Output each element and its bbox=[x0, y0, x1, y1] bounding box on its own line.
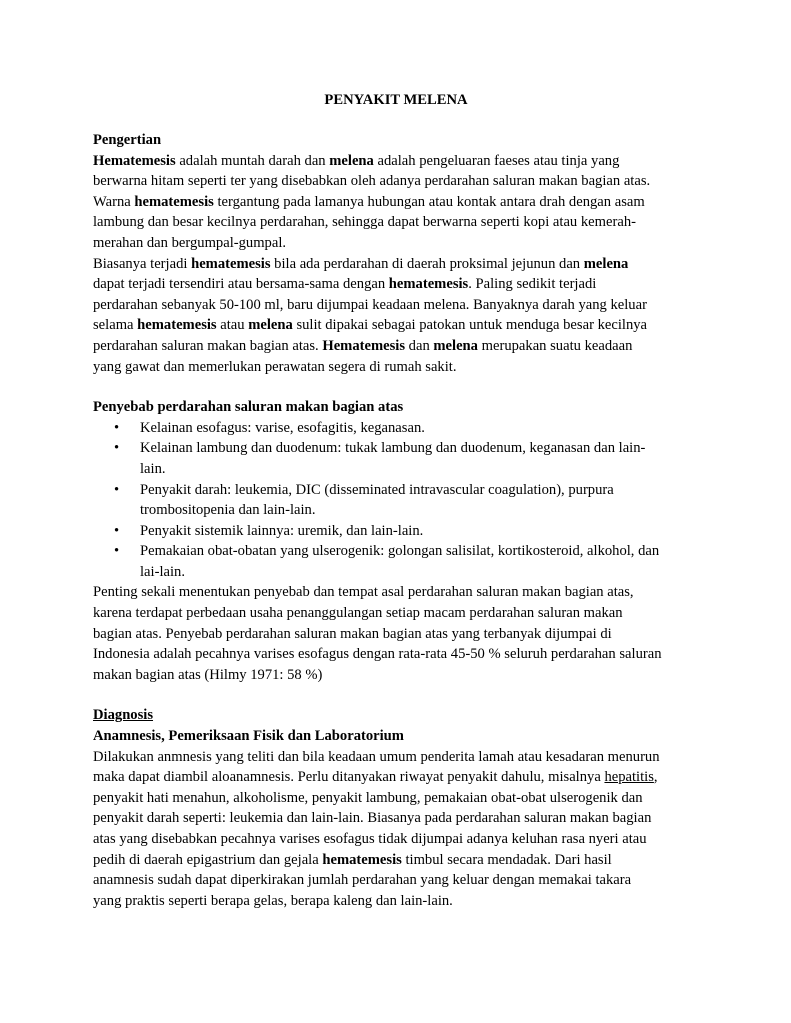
bold-term: hematemesis bbox=[191, 255, 271, 272]
text-span: Warna bbox=[93, 193, 135, 210]
text-line bbox=[93, 747, 699, 768]
text-span: timbul secara mendadak. Dari hasil bbox=[401, 851, 612, 868]
penyebab-list bbox=[93, 418, 699, 583]
text-span: tergantung pada lamanya hubungan atau kontak antara drah dengan asam bbox=[213, 193, 645, 210]
text-line bbox=[93, 850, 699, 871]
text-line bbox=[93, 336, 699, 357]
bold-term: melena bbox=[329, 152, 374, 169]
text-span: perdarahan sebanyak 50-100 ml, baru dijumpai keadaan melena. Banyaknya darah yang keluar bbox=[93, 296, 647, 313]
list-item bbox=[93, 541, 699, 582]
diagnosis-body bbox=[93, 747, 699, 912]
list-item bbox=[93, 438, 699, 479]
text-line bbox=[93, 582, 699, 603]
document-page bbox=[93, 90, 699, 911]
text-line bbox=[93, 274, 699, 295]
list-item-text: • Penyakit sistemik lainnya: uremik, dan lain-lain. bbox=[140, 522, 424, 539]
text-line bbox=[93, 788, 699, 809]
bold-term: melena bbox=[433, 337, 478, 354]
spacer bbox=[93, 377, 699, 397]
text-line bbox=[93, 233, 699, 254]
text-line bbox=[93, 891, 699, 912]
penyebab-paragraph bbox=[93, 582, 699, 685]
text-span: penyakit hati menahun, alkoholisme, penyakit lambung, pemakaian obat-obat ulserogenik dan bbox=[93, 789, 643, 806]
text-line bbox=[93, 357, 699, 378]
text-line bbox=[93, 315, 699, 336]
text-span: berwarna hitam seperti ter yang disebabkan oleh adanya perdarahan saluran makan bagian atas. bbox=[93, 173, 651, 190]
text-span: maka dapat diambil aloanamnesis. Perlu ditanyakan riwayat penyakit dahulu, misalnya bbox=[93, 769, 605, 786]
bold-term: hematemesis bbox=[134, 193, 214, 210]
list-item-text: lain. bbox=[140, 460, 166, 477]
text-line bbox=[93, 829, 699, 850]
text-line bbox=[93, 192, 699, 213]
bold-term: hematemesis bbox=[388, 276, 469, 293]
text-span: Indonesia adalah pecahnya varises esofagus dengan rata-rata 45-50 % seluruh perdarahan saluran bbox=[93, 646, 662, 663]
text-span: bagian atas. Penyebab perdarahan saluran makan bagian atas yang terbanyak dijumpai di bbox=[93, 625, 612, 642]
list-item bbox=[93, 418, 699, 439]
text-span: lambung dan besar kecilnya perdarahan, sehingga dapat berwarna seperti kopi atau kemerah- bbox=[93, 214, 636, 231]
text-span: penyakit darah seperti: leukemia dan lain-lain. Biasanya pada perdarahan saluran makan bagian bbox=[93, 810, 652, 827]
list-item-text: • Pemakaian obat-obatan yang ulserogenik: golongan salisilat, kortikosteroid, alkohol, dan bbox=[140, 543, 660, 560]
text-line bbox=[93, 603, 699, 624]
text-span: dan bbox=[405, 337, 434, 354]
section-subheading-anamnesis: Anamnesis, Pemeriksaan Fisik dan Laboratorium bbox=[93, 728, 404, 745]
text-span: anamnesis sudah dapat diperkirakan jumlah perdarahan yang keluar dengan memakai takara bbox=[93, 872, 632, 889]
text-span: Dilakukan anmnesis yang teliti dan bila keadaan umum penderita lamah atau kesadaran menurun bbox=[93, 748, 660, 765]
text-span: yang gawat dan memerlukan perawatan segera di rumah sakit. bbox=[93, 358, 457, 375]
list-item-text: • Penyakit darah: leukemia, DIC (disseminated intravascular coagulation), purpura bbox=[140, 481, 614, 498]
text-span: adalah pengeluaran faeses atau tinja yang bbox=[373, 152, 620, 169]
text-span: merupakan suatu keadaan bbox=[477, 337, 633, 354]
spacer bbox=[93, 110, 699, 130]
text-span: Biasanya terjadi bbox=[93, 255, 192, 272]
text-span: karena terdapat perbedaan usaha penanggulangan setiap macam perdarahan saluran makan bbox=[93, 605, 623, 622]
text-line bbox=[93, 254, 699, 275]
text-span: . Paling sedikit terjadi bbox=[468, 276, 597, 293]
text-span: perdarahan saluran makan bagian atas. bbox=[93, 337, 323, 354]
text-line bbox=[93, 295, 699, 316]
list-item bbox=[93, 480, 699, 521]
bold-term: hematemesis bbox=[137, 317, 217, 334]
text-line bbox=[93, 644, 699, 665]
text-line bbox=[93, 767, 699, 788]
text-span: atau bbox=[216, 317, 249, 334]
text-span: makan bagian atas (Hilmy 1971: 58 %) bbox=[93, 666, 323, 683]
text-line bbox=[93, 171, 699, 192]
underlined-term: hepatitis bbox=[604, 769, 654, 786]
section-heading-diagnosis: Diagnosis bbox=[93, 707, 154, 724]
text-span: adalah muntah darah dan bbox=[175, 152, 330, 169]
text-span: pedih di daerah epigastrium dan gejala bbox=[93, 851, 323, 868]
text-line bbox=[93, 624, 699, 645]
bold-term: hematemesis bbox=[322, 851, 402, 868]
list-item bbox=[93, 521, 699, 542]
text-span: dapat terjadi tersendiri atau bersama-sama dengan bbox=[93, 276, 389, 293]
text-span: , bbox=[653, 769, 658, 786]
text-span: selama bbox=[93, 317, 138, 334]
text-span: Penting sekali menentukan penyebab dan tempat asal perdarahan saluran makan bagian atas, bbox=[93, 584, 634, 601]
list-item-text: • Kelainan esofagus: varise, esofagitis, keganasan. bbox=[140, 419, 425, 436]
text-line bbox=[93, 808, 699, 829]
bold-term: melena bbox=[248, 317, 293, 334]
section-heading-penyebab: Penyebab perdarahan saluran makan bagian atas bbox=[93, 399, 404, 416]
text-line bbox=[93, 212, 699, 233]
text-span: sulit dipakai sebagai patokan untuk menduga besar kecilnya bbox=[292, 317, 648, 334]
text-span: merahan dan bergumpal-gumpal. bbox=[93, 234, 287, 251]
bold-term: melena bbox=[583, 255, 629, 272]
text-span: bila ada perdarahan di daerah proksimal jejunun dan bbox=[270, 255, 584, 272]
section-heading-pengertian: Pengertian bbox=[93, 132, 162, 148]
list-item-text: lai-lain. bbox=[140, 563, 185, 580]
text-line bbox=[93, 665, 699, 686]
text-span: atas yang disebabkan pecahnya varises esofagus tidak dijumpai adanya keluhan rasa nyeri atau bbox=[93, 831, 647, 847]
bold-term: Hematemesis bbox=[93, 152, 176, 169]
pengertian-body bbox=[93, 151, 699, 378]
text-span: yang praktis seperti berapa gelas, berapa kaleng dan lain-lain. bbox=[93, 892, 453, 909]
list-item-text: • Kelainan lambung dan duodenum: tukak lambung dan duodenum, keganasan dan lain- bbox=[140, 440, 646, 457]
document-title: PENYAKIT MELENA bbox=[324, 92, 468, 108]
text-line bbox=[93, 870, 699, 891]
text-line bbox=[93, 151, 699, 172]
list-item-text: trombositopenia dan lain-lain. bbox=[140, 502, 316, 519]
spacer bbox=[93, 685, 699, 705]
bold-term: Hematemesis bbox=[322, 337, 406, 354]
